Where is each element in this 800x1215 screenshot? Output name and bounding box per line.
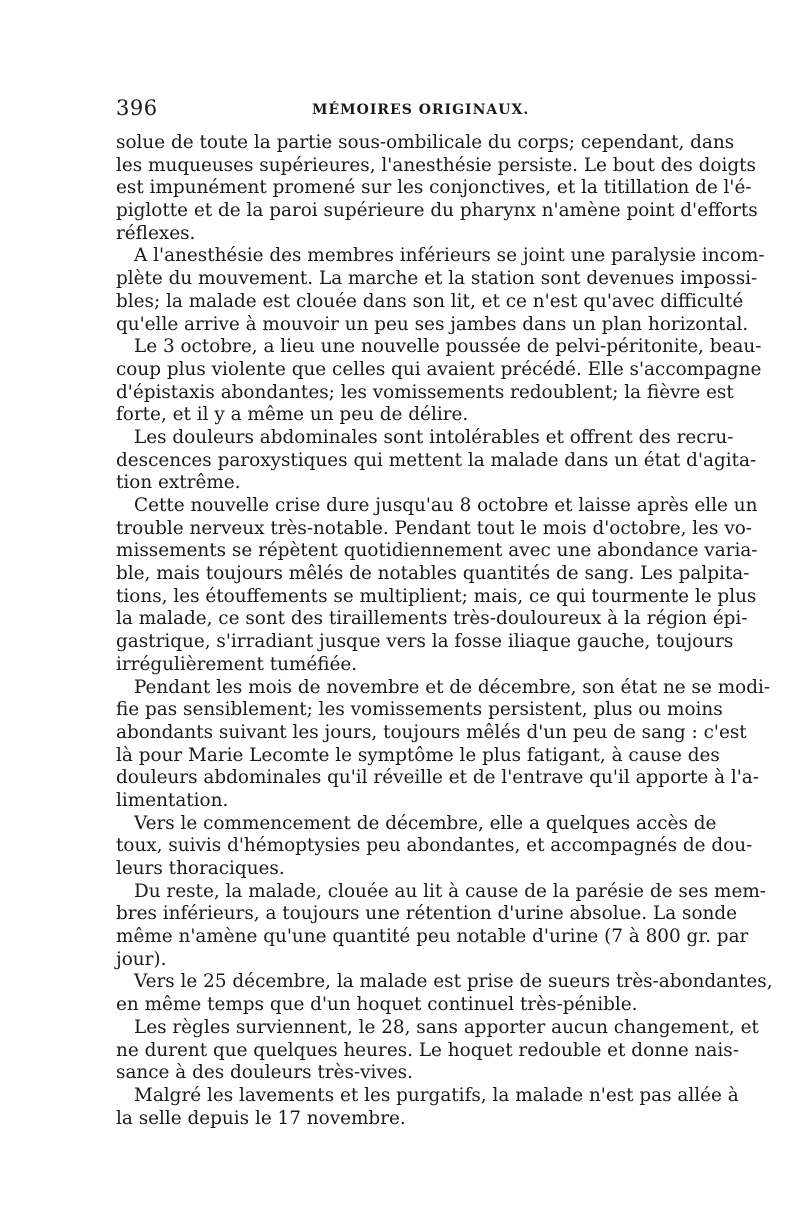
- text-line: Vers le commencement de décembre, elle a quelques accès de: [134, 812, 717, 834]
- text-line: Les règles surviennent, le 28, sans apporter aucun changement, et: [134, 1016, 759, 1038]
- text-line: piglotte et de la paroi supérieure du pharynx n'amène point d'efforts: [116, 200, 758, 222]
- text-line: gastrique, s'irradiant jusque vers la fosse iliaque gauche, toujours: [116, 631, 734, 653]
- text-line: d'épistaxis abondantes; les vomissements redoublent; la fièvre est: [116, 381, 734, 403]
- text-line: Du reste, la malade, clouée au lit à cause de la parésie de ses mem-: [134, 880, 766, 902]
- text-line: tion extrême.: [116, 472, 241, 494]
- text-line: Pendant les mois de novembre et de décembre, son état ne se modi-: [134, 676, 771, 698]
- page-number: 396: [116, 96, 158, 120]
- text-line: Malgré les lavements et les purgatifs, la malade n'est pas allée à: [134, 1084, 739, 1106]
- text-line: limentation.: [116, 789, 229, 811]
- text-line: descences paroxystiques qui mettent la malade dans un état d'agita-: [116, 449, 757, 471]
- text-line: missements se répètent quotidiennement avec une abondance varia-: [116, 540, 758, 562]
- text-line: abondants suivant les jours, toujours mêlés d'un peu de sang : c'est: [116, 721, 747, 743]
- text-line: tions, les étouffements se multiplient; mais, ce qui tourmente le plus: [116, 585, 757, 607]
- text-line: réflexes.: [116, 222, 196, 244]
- text-line: est impunément promené sur les conjonctives, et la titillation de l'é-: [116, 177, 752, 199]
- text-line: irrégulièrement tuméfiée.: [116, 653, 358, 675]
- text-line: en même temps que d'un hoquet continuel très-pénible.: [116, 994, 638, 1016]
- text-line: bres inférieurs, a toujours une rétention d'urine absolue. La sonde: [116, 903, 738, 925]
- text-line: ble, mais toujours mêlés de notables quantités de sang. Les palpita-: [116, 563, 750, 585]
- text-line: ne durent que quelques heures. Le hoquet redouble et donne nais-: [116, 1039, 739, 1061]
- text-line: la selle depuis le 17 novembre.: [116, 1107, 406, 1129]
- text-line: A l'anesthésie des membres inférieurs se joint une paralysie incom-: [134, 245, 765, 267]
- text-line: solue de toute la partie sous-ombilicale du corps; cependant, dans: [116, 132, 735, 153]
- text-line: plète du mouvement. La marche et la station sont devenues impossi-: [116, 268, 758, 290]
- text-line: forte, et il y a même un peu de délire.: [116, 404, 469, 426]
- text-line: jour).: [116, 948, 167, 970]
- text-line: Les douleurs abdominales sont intolérables et offrent des recru-: [134, 426, 734, 448]
- text-line: coup plus violente que celles qui avaient précédé. Elle s'accompagne: [116, 358, 762, 380]
- text-line: qu'elle arrive à mouvoir un peu ses jambes dans un plan horizontal.: [116, 313, 749, 335]
- text-line: Le 3 octobre, a lieu une nouvelle poussée de pelvi-péritonite, beau-: [134, 336, 762, 358]
- text-line: Vers le 25 décembre, la malade est prise de sueurs très-abondantes,: [134, 971, 773, 993]
- text-line: leurs thoraciques.: [116, 858, 285, 879]
- text-line: fie pas sensiblement; les vomissements persistent, plus ou moins: [116, 699, 723, 721]
- text-line: douleurs abdominales qu'il réveille et de l'entrave qu'il apporte à l'a-: [116, 767, 759, 789]
- text-line: là pour Marie Lecomte le symptôme le plus fatigant, à cause des: [116, 744, 720, 766]
- text-line: les muqueuses supérieures, l'anesthésie persiste. Le bout des doigts: [116, 154, 756, 176]
- text-line: la malade, ce sont des tiraillements très-douloureux à la région épi-: [116, 608, 748, 630]
- running-head: [116, 96, 698, 126]
- text-line: sance à des douleurs très-vives.: [116, 1062, 413, 1084]
- text-line: trouble nerveux très-notable. Pendant tout le mois d'octobre, les vo-: [116, 517, 753, 539]
- text-line: même n'amène qu'une quantité peu notable d'urine (7 à 800 gr. par: [116, 926, 749, 948]
- text-line: toux, suivis d'hémoptysies peu abondantes, et accompagnés de dou-: [116, 835, 753, 857]
- text-line: Cette nouvelle crise dure jusqu'au 8 octobre et laisse après elle un: [134, 495, 758, 516]
- body-text: [116, 132, 773, 1130]
- text-line: bles; la malade est clouée dans son lit, et ce n'est qu'avec difficulté: [116, 290, 744, 312]
- running-title: MÉMOIRES ORIGINAUX.: [312, 102, 530, 118]
